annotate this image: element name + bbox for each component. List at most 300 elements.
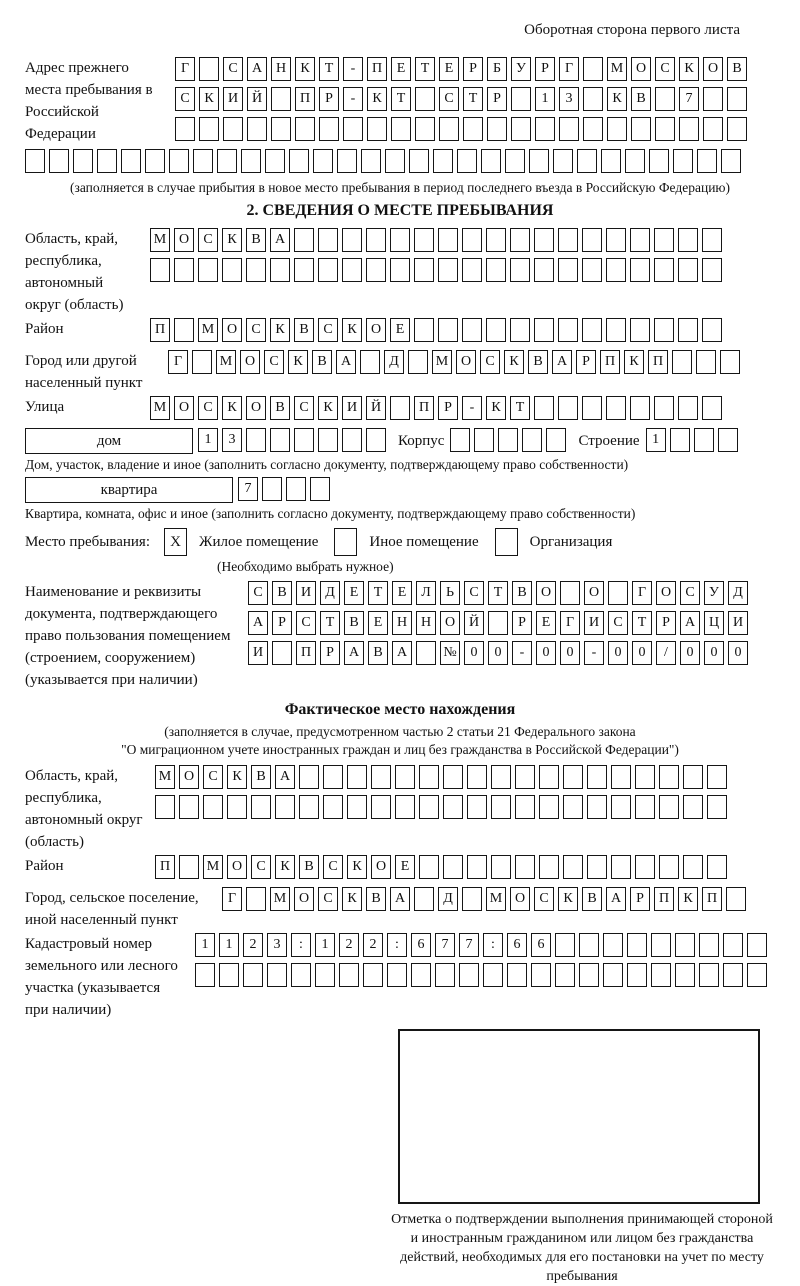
char-cell[interactable]	[678, 228, 698, 252]
char-cell[interactable]	[655, 117, 675, 141]
char-cell[interactable]: М	[432, 350, 452, 374]
char-cell[interactable]	[462, 887, 482, 911]
char-cell[interactable]: -	[462, 396, 482, 420]
char-cell[interactable]: В	[299, 855, 319, 879]
char-cell[interactable]: А	[392, 641, 412, 665]
char-cell[interactable]	[414, 318, 434, 342]
char-cell[interactable]: Е	[439, 57, 459, 81]
char-cell[interactable]: К	[199, 87, 219, 111]
char-cell[interactable]: О	[631, 57, 651, 81]
char-cell[interactable]	[696, 350, 716, 374]
char-cell[interactable]: И	[223, 87, 243, 111]
char-cell[interactable]	[651, 963, 671, 987]
char-cell[interactable]	[408, 350, 428, 374]
checkbox-residential[interactable]: X	[164, 528, 187, 556]
char-cell[interactable]: М	[216, 350, 236, 374]
char-cell[interactable]	[747, 933, 767, 957]
char-cell[interactable]: О	[222, 318, 242, 342]
char-cell[interactable]	[654, 228, 674, 252]
char-cell[interactable]: О	[456, 350, 476, 374]
char-cell[interactable]: С	[439, 87, 459, 111]
char-cell[interactable]	[342, 228, 362, 252]
char-cell[interactable]	[654, 258, 674, 282]
char-cell[interactable]	[563, 765, 583, 789]
char-cell[interactable]: К	[222, 228, 242, 252]
char-cell[interactable]: П	[296, 641, 316, 665]
char-cell[interactable]	[371, 795, 391, 819]
char-cell[interactable]: С	[655, 57, 675, 81]
char-cell[interactable]	[721, 149, 741, 173]
char-cell[interactable]	[435, 963, 455, 987]
char-cell[interactable]	[702, 258, 722, 282]
char-cell[interactable]: И	[248, 641, 268, 665]
char-cell[interactable]	[481, 149, 501, 173]
char-cell[interactable]: 1	[315, 933, 335, 957]
char-cell[interactable]: 1	[535, 87, 555, 111]
char-cell[interactable]: О	[656, 581, 676, 605]
char-cell[interactable]	[323, 765, 343, 789]
char-cell[interactable]	[243, 963, 263, 987]
char-cell[interactable]: Е	[391, 57, 411, 81]
char-cell[interactable]: А	[270, 228, 290, 252]
char-cell[interactable]	[342, 428, 362, 452]
char-cell[interactable]	[672, 350, 692, 374]
char-cell[interactable]	[515, 795, 535, 819]
char-cell[interactable]	[411, 963, 431, 987]
char-cell[interactable]	[299, 765, 319, 789]
char-cell[interactable]	[727, 87, 747, 111]
char-cell[interactable]	[747, 963, 767, 987]
char-cell[interactable]	[318, 228, 338, 252]
char-cell[interactable]	[251, 795, 271, 819]
char-cell[interactable]	[459, 963, 479, 987]
char-cell[interactable]	[366, 428, 386, 452]
char-cell[interactable]	[457, 149, 477, 173]
char-cell[interactable]	[558, 228, 578, 252]
char-cell[interactable]: О	[227, 855, 247, 879]
char-cell[interactable]	[723, 963, 743, 987]
char-cell[interactable]	[563, 795, 583, 819]
char-cell[interactable]	[511, 117, 531, 141]
char-cell[interactable]: К	[347, 855, 367, 879]
char-cell[interactable]: 0	[728, 641, 748, 665]
char-cell[interactable]	[675, 933, 695, 957]
char-cell[interactable]: Л	[416, 581, 436, 605]
char-cell[interactable]	[583, 57, 603, 81]
char-cell[interactable]	[718, 428, 738, 452]
char-cell[interactable]	[488, 611, 508, 635]
char-cell[interactable]	[587, 855, 607, 879]
char-cell[interactable]	[443, 855, 463, 879]
char-cell[interactable]	[702, 396, 722, 420]
char-cell[interactable]: У	[511, 57, 531, 81]
char-cell[interactable]	[342, 258, 362, 282]
char-cell[interactable]	[385, 149, 405, 173]
char-cell[interactable]: Д	[384, 350, 404, 374]
char-cell[interactable]	[318, 258, 338, 282]
char-cell[interactable]: П	[295, 87, 315, 111]
char-cell[interactable]	[438, 228, 458, 252]
char-cell[interactable]	[673, 149, 693, 173]
char-cell[interactable]	[390, 258, 410, 282]
char-cell[interactable]: :	[291, 933, 311, 957]
char-cell[interactable]	[491, 855, 511, 879]
char-cell[interactable]	[391, 117, 411, 141]
char-cell[interactable]: М	[198, 318, 218, 342]
char-cell[interactable]	[539, 765, 559, 789]
char-cell[interactable]: Н	[416, 611, 436, 635]
char-cell[interactable]: 2	[339, 933, 359, 957]
char-cell[interactable]	[286, 477, 306, 501]
char-cell[interactable]	[723, 933, 743, 957]
char-cell[interactable]: О	[174, 396, 194, 420]
char-cell[interactable]	[486, 318, 506, 342]
char-cell[interactable]: №	[440, 641, 460, 665]
char-cell[interactable]: :	[483, 933, 503, 957]
char-cell[interactable]: К	[270, 318, 290, 342]
char-cell[interactable]	[419, 855, 439, 879]
char-cell[interactable]	[611, 765, 631, 789]
char-cell[interactable]	[169, 149, 189, 173]
char-cell[interactable]	[155, 795, 175, 819]
char-cell[interactable]: О	[371, 855, 391, 879]
char-cell[interactable]: А	[552, 350, 572, 374]
char-cell[interactable]: 6	[411, 933, 431, 957]
char-cell[interactable]	[539, 855, 559, 879]
char-cell[interactable]: М	[155, 765, 175, 789]
char-cell[interactable]	[271, 87, 291, 111]
char-cell[interactable]	[702, 318, 722, 342]
char-cell[interactable]	[483, 963, 503, 987]
char-cell[interactable]	[560, 581, 580, 605]
char-cell[interactable]: К	[342, 887, 362, 911]
char-cell[interactable]: В	[366, 887, 386, 911]
char-cell[interactable]	[174, 258, 194, 282]
char-cell[interactable]: В	[270, 396, 290, 420]
char-cell[interactable]: В	[512, 581, 532, 605]
char-cell[interactable]	[371, 765, 391, 789]
char-cell[interactable]: П	[414, 396, 434, 420]
char-cell[interactable]	[606, 396, 626, 420]
char-cell[interactable]	[627, 933, 647, 957]
char-cell[interactable]	[583, 87, 603, 111]
checkbox-other-premises[interactable]	[334, 528, 357, 556]
char-cell[interactable]	[175, 117, 195, 141]
char-cell[interactable]	[553, 149, 573, 173]
char-cell[interactable]: Т	[510, 396, 530, 420]
char-cell[interactable]	[150, 258, 170, 282]
char-cell[interactable]: 7	[459, 933, 479, 957]
char-cell[interactable]	[319, 117, 339, 141]
char-cell[interactable]: Е	[344, 581, 364, 605]
char-cell[interactable]	[294, 428, 314, 452]
char-cell[interactable]	[649, 149, 669, 173]
char-cell[interactable]	[247, 117, 267, 141]
char-cell[interactable]: Е	[536, 611, 556, 635]
char-cell[interactable]	[414, 887, 434, 911]
char-cell[interactable]	[414, 258, 434, 282]
char-cell[interactable]	[390, 396, 410, 420]
char-cell[interactable]	[195, 963, 215, 987]
char-cell[interactable]	[415, 87, 435, 111]
char-cell[interactable]: С	[480, 350, 500, 374]
char-cell[interactable]	[555, 933, 575, 957]
char-cell[interactable]	[433, 149, 453, 173]
char-cell[interactable]	[395, 795, 415, 819]
char-cell[interactable]	[611, 795, 631, 819]
char-cell[interactable]	[702, 228, 722, 252]
char-cell[interactable]	[707, 765, 727, 789]
char-cell[interactable]	[363, 963, 383, 987]
char-cell[interactable]	[486, 258, 506, 282]
char-cell[interactable]: А	[680, 611, 700, 635]
char-cell[interactable]	[73, 149, 93, 173]
char-cell[interactable]	[579, 933, 599, 957]
char-cell[interactable]	[608, 581, 628, 605]
char-cell[interactable]	[699, 933, 719, 957]
char-cell[interactable]	[419, 795, 439, 819]
char-cell[interactable]	[655, 87, 675, 111]
char-cell[interactable]: 1	[195, 933, 215, 957]
char-cell[interactable]	[534, 396, 554, 420]
char-cell[interactable]: К	[318, 396, 338, 420]
char-cell[interactable]	[313, 149, 333, 173]
char-cell[interactable]	[630, 228, 650, 252]
char-cell[interactable]: В	[582, 887, 602, 911]
char-cell[interactable]: К	[295, 57, 315, 81]
char-cell[interactable]	[611, 855, 631, 879]
char-cell[interactable]: Д	[320, 581, 340, 605]
char-cell[interactable]	[534, 318, 554, 342]
char-cell[interactable]	[199, 117, 219, 141]
char-cell[interactable]: С	[251, 855, 271, 879]
char-cell[interactable]	[583, 117, 603, 141]
char-cell[interactable]: У	[704, 581, 724, 605]
char-cell[interactable]	[219, 963, 239, 987]
char-cell[interactable]: К	[678, 887, 698, 911]
char-cell[interactable]: 6	[531, 933, 551, 957]
char-cell[interactable]	[121, 149, 141, 173]
char-cell[interactable]: К	[607, 87, 627, 111]
char-cell[interactable]: К	[679, 57, 699, 81]
char-cell[interactable]	[694, 428, 714, 452]
char-cell[interactable]: С	[264, 350, 284, 374]
char-cell[interactable]	[97, 149, 117, 173]
char-cell[interactable]: 0	[560, 641, 580, 665]
char-cell[interactable]	[535, 117, 555, 141]
char-cell[interactable]	[179, 855, 199, 879]
char-cell[interactable]: -	[343, 57, 363, 81]
char-cell[interactable]: 0	[680, 641, 700, 665]
char-cell[interactable]: -	[512, 641, 532, 665]
char-cell[interactable]: В	[251, 765, 271, 789]
char-cell[interactable]: М	[150, 396, 170, 420]
char-cell[interactable]	[347, 765, 367, 789]
char-cell[interactable]: П	[648, 350, 668, 374]
char-cell[interactable]: Н	[271, 57, 291, 81]
char-cell[interactable]: Т	[632, 611, 652, 635]
char-cell[interactable]: В	[272, 581, 292, 605]
char-cell[interactable]: С	[175, 87, 195, 111]
char-cell[interactable]: Р	[463, 57, 483, 81]
char-cell[interactable]	[603, 933, 623, 957]
char-cell[interactable]	[534, 258, 554, 282]
char-cell[interactable]	[415, 117, 435, 141]
char-cell[interactable]	[559, 117, 579, 141]
char-cell[interactable]	[630, 318, 650, 342]
char-cell[interactable]: 0	[608, 641, 628, 665]
char-cell[interactable]: Р	[320, 641, 340, 665]
char-cell[interactable]	[587, 795, 607, 819]
char-cell[interactable]: В	[631, 87, 651, 111]
char-cell[interactable]: В	[727, 57, 747, 81]
char-cell[interactable]	[49, 149, 69, 173]
char-cell[interactable]: И	[342, 396, 362, 420]
char-cell[interactable]	[510, 228, 530, 252]
char-cell[interactable]: С	[203, 765, 223, 789]
char-cell[interactable]	[587, 765, 607, 789]
char-cell[interactable]	[315, 963, 335, 987]
char-cell[interactable]	[582, 228, 602, 252]
char-cell[interactable]: О	[536, 581, 556, 605]
char-cell[interactable]	[193, 149, 213, 173]
char-cell[interactable]	[507, 963, 527, 987]
char-cell[interactable]	[582, 396, 602, 420]
char-cell[interactable]	[474, 428, 494, 452]
char-cell[interactable]: В	[528, 350, 548, 374]
char-cell[interactable]: И	[584, 611, 604, 635]
char-cell[interactable]: 2	[243, 933, 263, 957]
char-cell[interactable]	[582, 258, 602, 282]
char-cell[interactable]	[294, 228, 314, 252]
char-cell[interactable]: Й	[366, 396, 386, 420]
char-cell[interactable]	[443, 795, 463, 819]
char-cell[interactable]	[558, 318, 578, 342]
char-cell[interactable]	[246, 428, 266, 452]
char-cell[interactable]	[699, 963, 719, 987]
char-cell[interactable]: К	[558, 887, 578, 911]
char-cell[interactable]	[395, 765, 415, 789]
char-cell[interactable]: О	[240, 350, 260, 374]
char-cell[interactable]	[635, 795, 655, 819]
char-cell[interactable]	[203, 795, 223, 819]
char-cell[interactable]	[654, 396, 674, 420]
char-cell[interactable]: М	[150, 228, 170, 252]
char-cell[interactable]	[515, 855, 535, 879]
char-cell[interactable]: С	[198, 228, 218, 252]
char-cell[interactable]: С	[294, 396, 314, 420]
char-cell[interactable]	[563, 855, 583, 879]
char-cell[interactable]	[670, 428, 690, 452]
char-cell[interactable]: О	[703, 57, 723, 81]
char-cell[interactable]: С	[246, 318, 266, 342]
char-cell[interactable]	[289, 149, 309, 173]
char-cell[interactable]: К	[504, 350, 524, 374]
char-cell[interactable]	[678, 318, 698, 342]
char-cell[interactable]	[625, 149, 645, 173]
char-cell[interactable]: Д	[728, 581, 748, 605]
char-cell[interactable]: Т	[319, 57, 339, 81]
char-cell[interactable]: С	[198, 396, 218, 420]
char-cell[interactable]: 0	[464, 641, 484, 665]
char-cell[interactable]: -	[343, 87, 363, 111]
char-cell[interactable]: К	[222, 396, 242, 420]
char-cell[interactable]: О	[174, 228, 194, 252]
char-cell[interactable]	[467, 855, 487, 879]
char-cell[interactable]: Р	[656, 611, 676, 635]
char-cell[interactable]	[270, 428, 290, 452]
char-cell[interactable]	[267, 963, 287, 987]
char-cell[interactable]: К	[227, 765, 247, 789]
char-cell[interactable]: 0	[704, 641, 724, 665]
char-cell[interactable]: Е	[390, 318, 410, 342]
char-cell[interactable]	[343, 117, 363, 141]
char-cell[interactable]: -	[584, 641, 604, 665]
char-cell[interactable]: 0	[632, 641, 652, 665]
char-cell[interactable]: С	[296, 611, 316, 635]
char-cell[interactable]	[443, 765, 463, 789]
char-cell[interactable]	[601, 149, 621, 173]
char-cell[interactable]	[450, 428, 470, 452]
char-cell[interactable]	[577, 149, 597, 173]
char-cell[interactable]	[659, 855, 679, 879]
char-cell[interactable]: Р	[512, 611, 532, 635]
char-cell[interactable]: Б	[487, 57, 507, 81]
char-cell[interactable]: П	[150, 318, 170, 342]
char-cell[interactable]	[275, 795, 295, 819]
char-cell[interactable]: О	[294, 887, 314, 911]
char-cell[interactable]: П	[155, 855, 175, 879]
char-cell[interactable]	[630, 258, 650, 282]
char-cell[interactable]	[366, 228, 386, 252]
char-cell[interactable]	[318, 428, 338, 452]
char-cell[interactable]: Р	[630, 887, 650, 911]
char-cell[interactable]	[339, 963, 359, 987]
char-cell[interactable]	[467, 795, 487, 819]
char-cell[interactable]	[511, 87, 531, 111]
char-cell[interactable]: 0	[536, 641, 556, 665]
char-cell[interactable]	[361, 149, 381, 173]
char-cell[interactable]: П	[702, 887, 722, 911]
char-cell[interactable]: А	[336, 350, 356, 374]
checkbox-organization[interactable]	[495, 528, 518, 556]
char-cell[interactable]	[291, 963, 311, 987]
char-cell[interactable]	[606, 318, 626, 342]
char-cell[interactable]	[683, 795, 703, 819]
char-cell[interactable]: С	[318, 318, 338, 342]
char-cell[interactable]	[654, 318, 674, 342]
char-cell[interactable]: Р	[272, 611, 292, 635]
char-cell[interactable]	[631, 117, 651, 141]
char-cell[interactable]: В	[344, 611, 364, 635]
char-cell[interactable]	[707, 855, 727, 879]
char-cell[interactable]: С	[534, 887, 554, 911]
char-cell[interactable]	[606, 228, 626, 252]
char-cell[interactable]	[659, 795, 679, 819]
char-cell[interactable]	[295, 117, 315, 141]
char-cell[interactable]: Й	[464, 611, 484, 635]
char-cell[interactable]	[707, 795, 727, 819]
char-cell[interactable]	[498, 428, 518, 452]
char-cell[interactable]	[270, 258, 290, 282]
char-cell[interactable]	[703, 87, 723, 111]
char-cell[interactable]	[463, 117, 483, 141]
char-cell[interactable]	[630, 396, 650, 420]
char-cell[interactable]	[522, 428, 542, 452]
char-cell[interactable]	[227, 795, 247, 819]
char-cell[interactable]	[539, 795, 559, 819]
char-cell[interactable]: Д	[438, 887, 458, 911]
